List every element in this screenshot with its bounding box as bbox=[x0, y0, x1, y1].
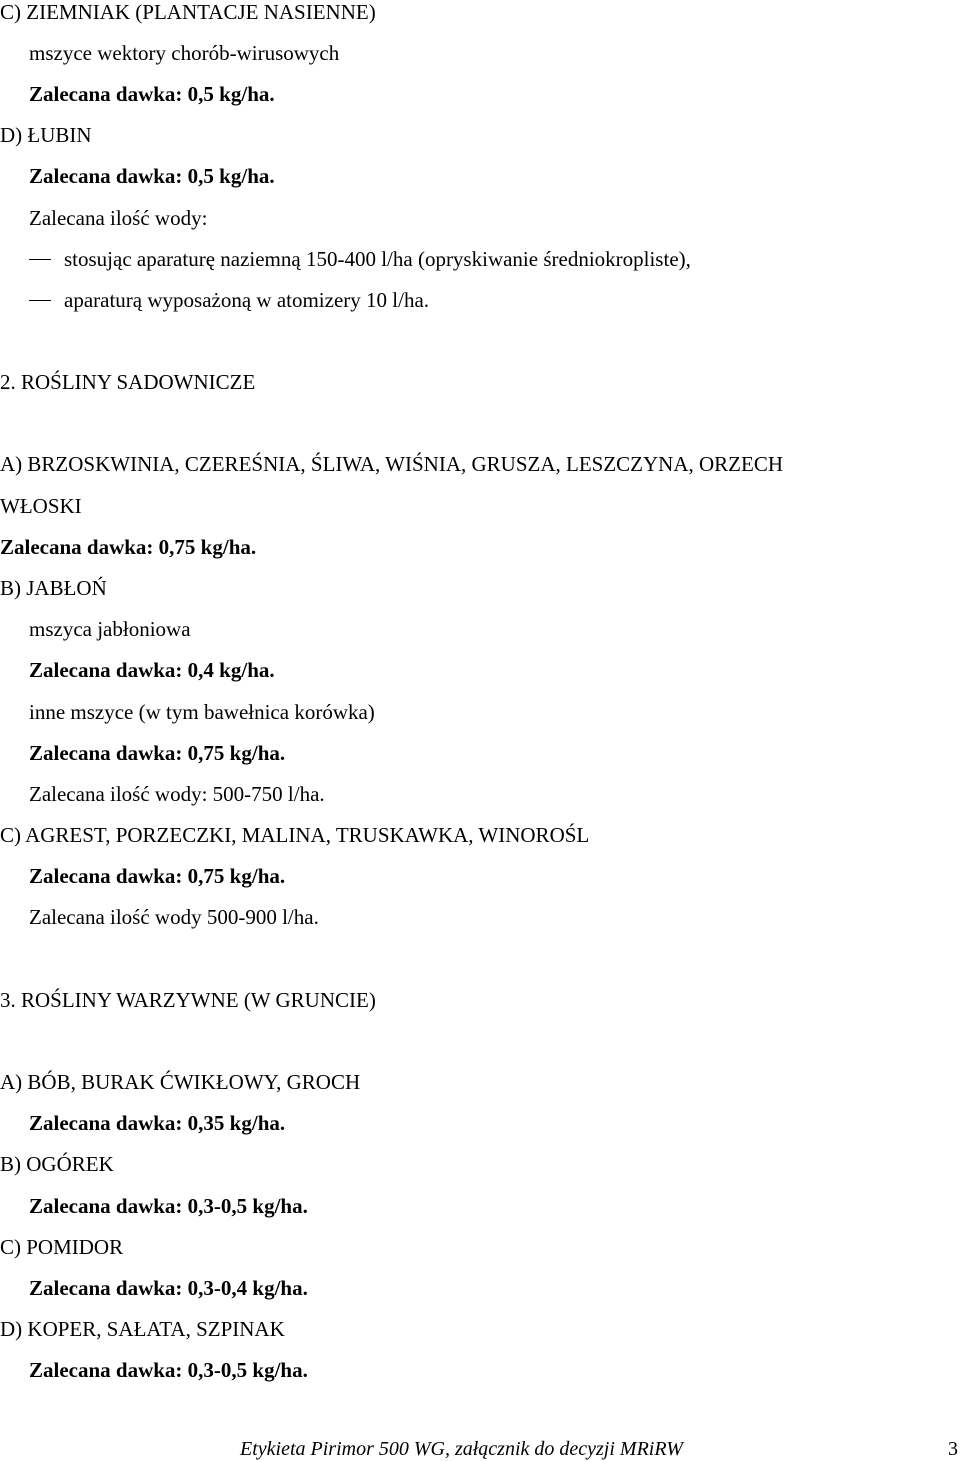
water-text: Zalecana ilość wody: 500-750 l/ha. bbox=[29, 782, 325, 806]
heading-potato-seed: C) ZIEMNIAK (PLANTACJE NASIENNE) bbox=[0, 0, 376, 24]
page-number: 3 bbox=[948, 1438, 958, 1460]
dose-text: Zalecana dawka: 0,75 kg/ha. bbox=[0, 535, 257, 559]
dose-text: Zalecana dawka: 0,35 kg/ha. bbox=[29, 1111, 286, 1135]
heading-dill-lettuce-spinach: D) KOPER, SAŁATA, SZPINAK bbox=[0, 1317, 285, 1341]
dose-text: Zalecana dawka: 0,3-0,5 kg/ha. bbox=[29, 1358, 308, 1382]
dose-text: Zalecana dawka: 0,75 kg/ha. bbox=[29, 864, 286, 888]
list-item: aparaturą wyposażoną w atomizery 10 l/ha. bbox=[64, 288, 430, 312]
heading-lupin: D) ŁUBIN bbox=[0, 123, 92, 147]
water-text: Zalecana ilość wody: bbox=[29, 206, 208, 230]
heading-tomato: C) POMIDOR bbox=[0, 1235, 124, 1259]
pest-text: inne mszyce (w tym bawełnica korówka) bbox=[29, 700, 375, 724]
list-item: stosując aparaturę naziemną 150-400 l/ha (opryskiwanie średniokropliste), bbox=[64, 247, 691, 271]
heading-bean-beet-pea: A) BÓB, BURAK ĆWIKŁOWY, GROCH bbox=[0, 1070, 361, 1094]
dose-text: Zalecana dawka: 0,5 kg/ha. bbox=[29, 164, 275, 188]
dose-text: Zalecana dawka: 0,3-0,5 kg/ha. bbox=[29, 1194, 308, 1218]
water-text: Zalecana ilość wody 500-900 l/ha. bbox=[29, 905, 319, 929]
list-dash bbox=[29, 259, 51, 260]
dose-text: Zalecana dawka: 0,5 kg/ha. bbox=[29, 82, 275, 106]
dose-text: Zalecana dawka: 0,3-0,4 kg/ha. bbox=[29, 1276, 308, 1300]
heading-berries: C) AGREST, PORZECZKI, MALINA, TRUSKAWKA, WINOROŚL bbox=[0, 823, 590, 847]
heading-cucumber: B) OGÓREK bbox=[0, 1152, 114, 1176]
heading-apple: B) JABŁOŃ bbox=[0, 576, 107, 600]
pest-text: mszyce wektory chorób-wirusowych bbox=[29, 41, 340, 65]
pest-text: mszyca jabłoniowa bbox=[29, 617, 191, 641]
heading-stone-fruit-cont: WŁOSKI bbox=[0, 494, 82, 518]
section-heading-vegetables: 3. ROŚLINY WARZYWNE (W GRUNCIE) bbox=[0, 988, 376, 1012]
dose-text: Zalecana dawka: 0,4 kg/ha. bbox=[29, 658, 275, 682]
heading-stone-fruit: A) BRZOSKWINIA, CZEREŚNIA, ŚLIWA, WIŚNIA, GRUSZA, LESZCZYNA, ORZECH bbox=[0, 452, 783, 476]
section-heading-orchard: 2. ROŚLINY SADOWNICZE bbox=[0, 370, 256, 394]
dose-text: Zalecana dawka: 0,75 kg/ha. bbox=[29, 741, 286, 765]
footer-text: Etykieta Pirimor 500 WG, załącznik do decyzji MRiRW bbox=[240, 1438, 683, 1460]
list-dash bbox=[29, 300, 51, 301]
